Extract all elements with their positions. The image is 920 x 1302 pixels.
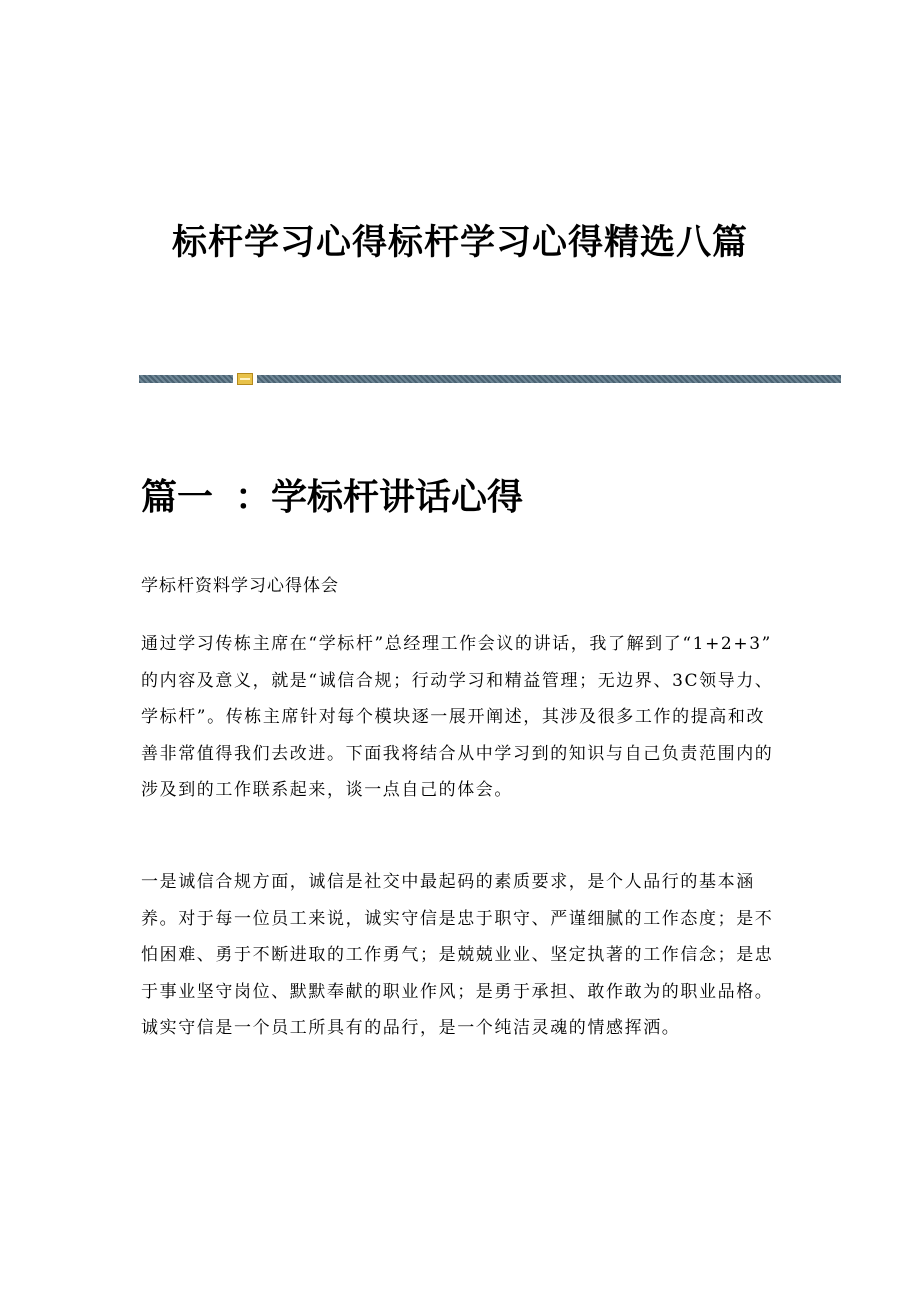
section-heading-prefix: 篇一 (141, 476, 214, 518)
paragraph-line: 善非常值得我们去改进。下面我将结合从中学习到的知识与自己负责范围内的 (141, 743, 774, 764)
section-heading (141, 472, 523, 522)
paragraph-line: 通过学习传栋主席在“学标杆”总经理工作会议的讲话，我了解到了“1+2+3” (141, 634, 772, 654)
paragraph-line: 养。对于每一位员工来说，诚实守信是忠于职守、严谨细腻的工作态度；是不 (141, 908, 774, 929)
paragraph-line: 诚实守信是一个员工所具有的品行，是一个纯洁灵魂的情感挥洒。 (141, 1018, 681, 1038)
section-heading-colon: ： (235, 476, 272, 518)
document-title: 标杆学习心得标杆学习心得精选八篇 (171, 222, 748, 263)
title-divider (139, 373, 841, 385)
paragraph-line: 涉及到的工作联系起来，谈一点自己的体会。 (141, 780, 513, 800)
paragraph-1 (141, 626, 781, 809)
divider-emblem-icon (237, 373, 253, 385)
paragraph-line: 的内容及意义，就是“诚信合规；行动学习和精益管理；无边界、3C领导力、 (141, 670, 774, 691)
paragraph-line: 学标杆”。传栋主席针对每个模块逐一展开阐述，其涉及很多工作的提高和改 (141, 707, 766, 727)
paragraph-line: 怕困难、勇于不断进取的工作勇气；是兢兢业业、坚定执著的工作信念；是忠 (141, 945, 774, 965)
subheading: 学标杆资料学习心得体会 (141, 576, 339, 596)
paragraph-line: 一是诚信合规方面，诚信是社交中最起码的素质要求，是个人品行的基本涵 (141, 872, 755, 892)
paragraph-2 (141, 864, 781, 1047)
paragraph-line: 于事业坚守岗位、默默奉献的职业作风；是勇于承担、敢作敢为的职业品格。 (141, 981, 774, 1002)
divider-bar-right (257, 375, 841, 383)
section-heading-text: 学标杆讲话心得 (271, 476, 524, 518)
divider-bar-left (139, 375, 233, 383)
